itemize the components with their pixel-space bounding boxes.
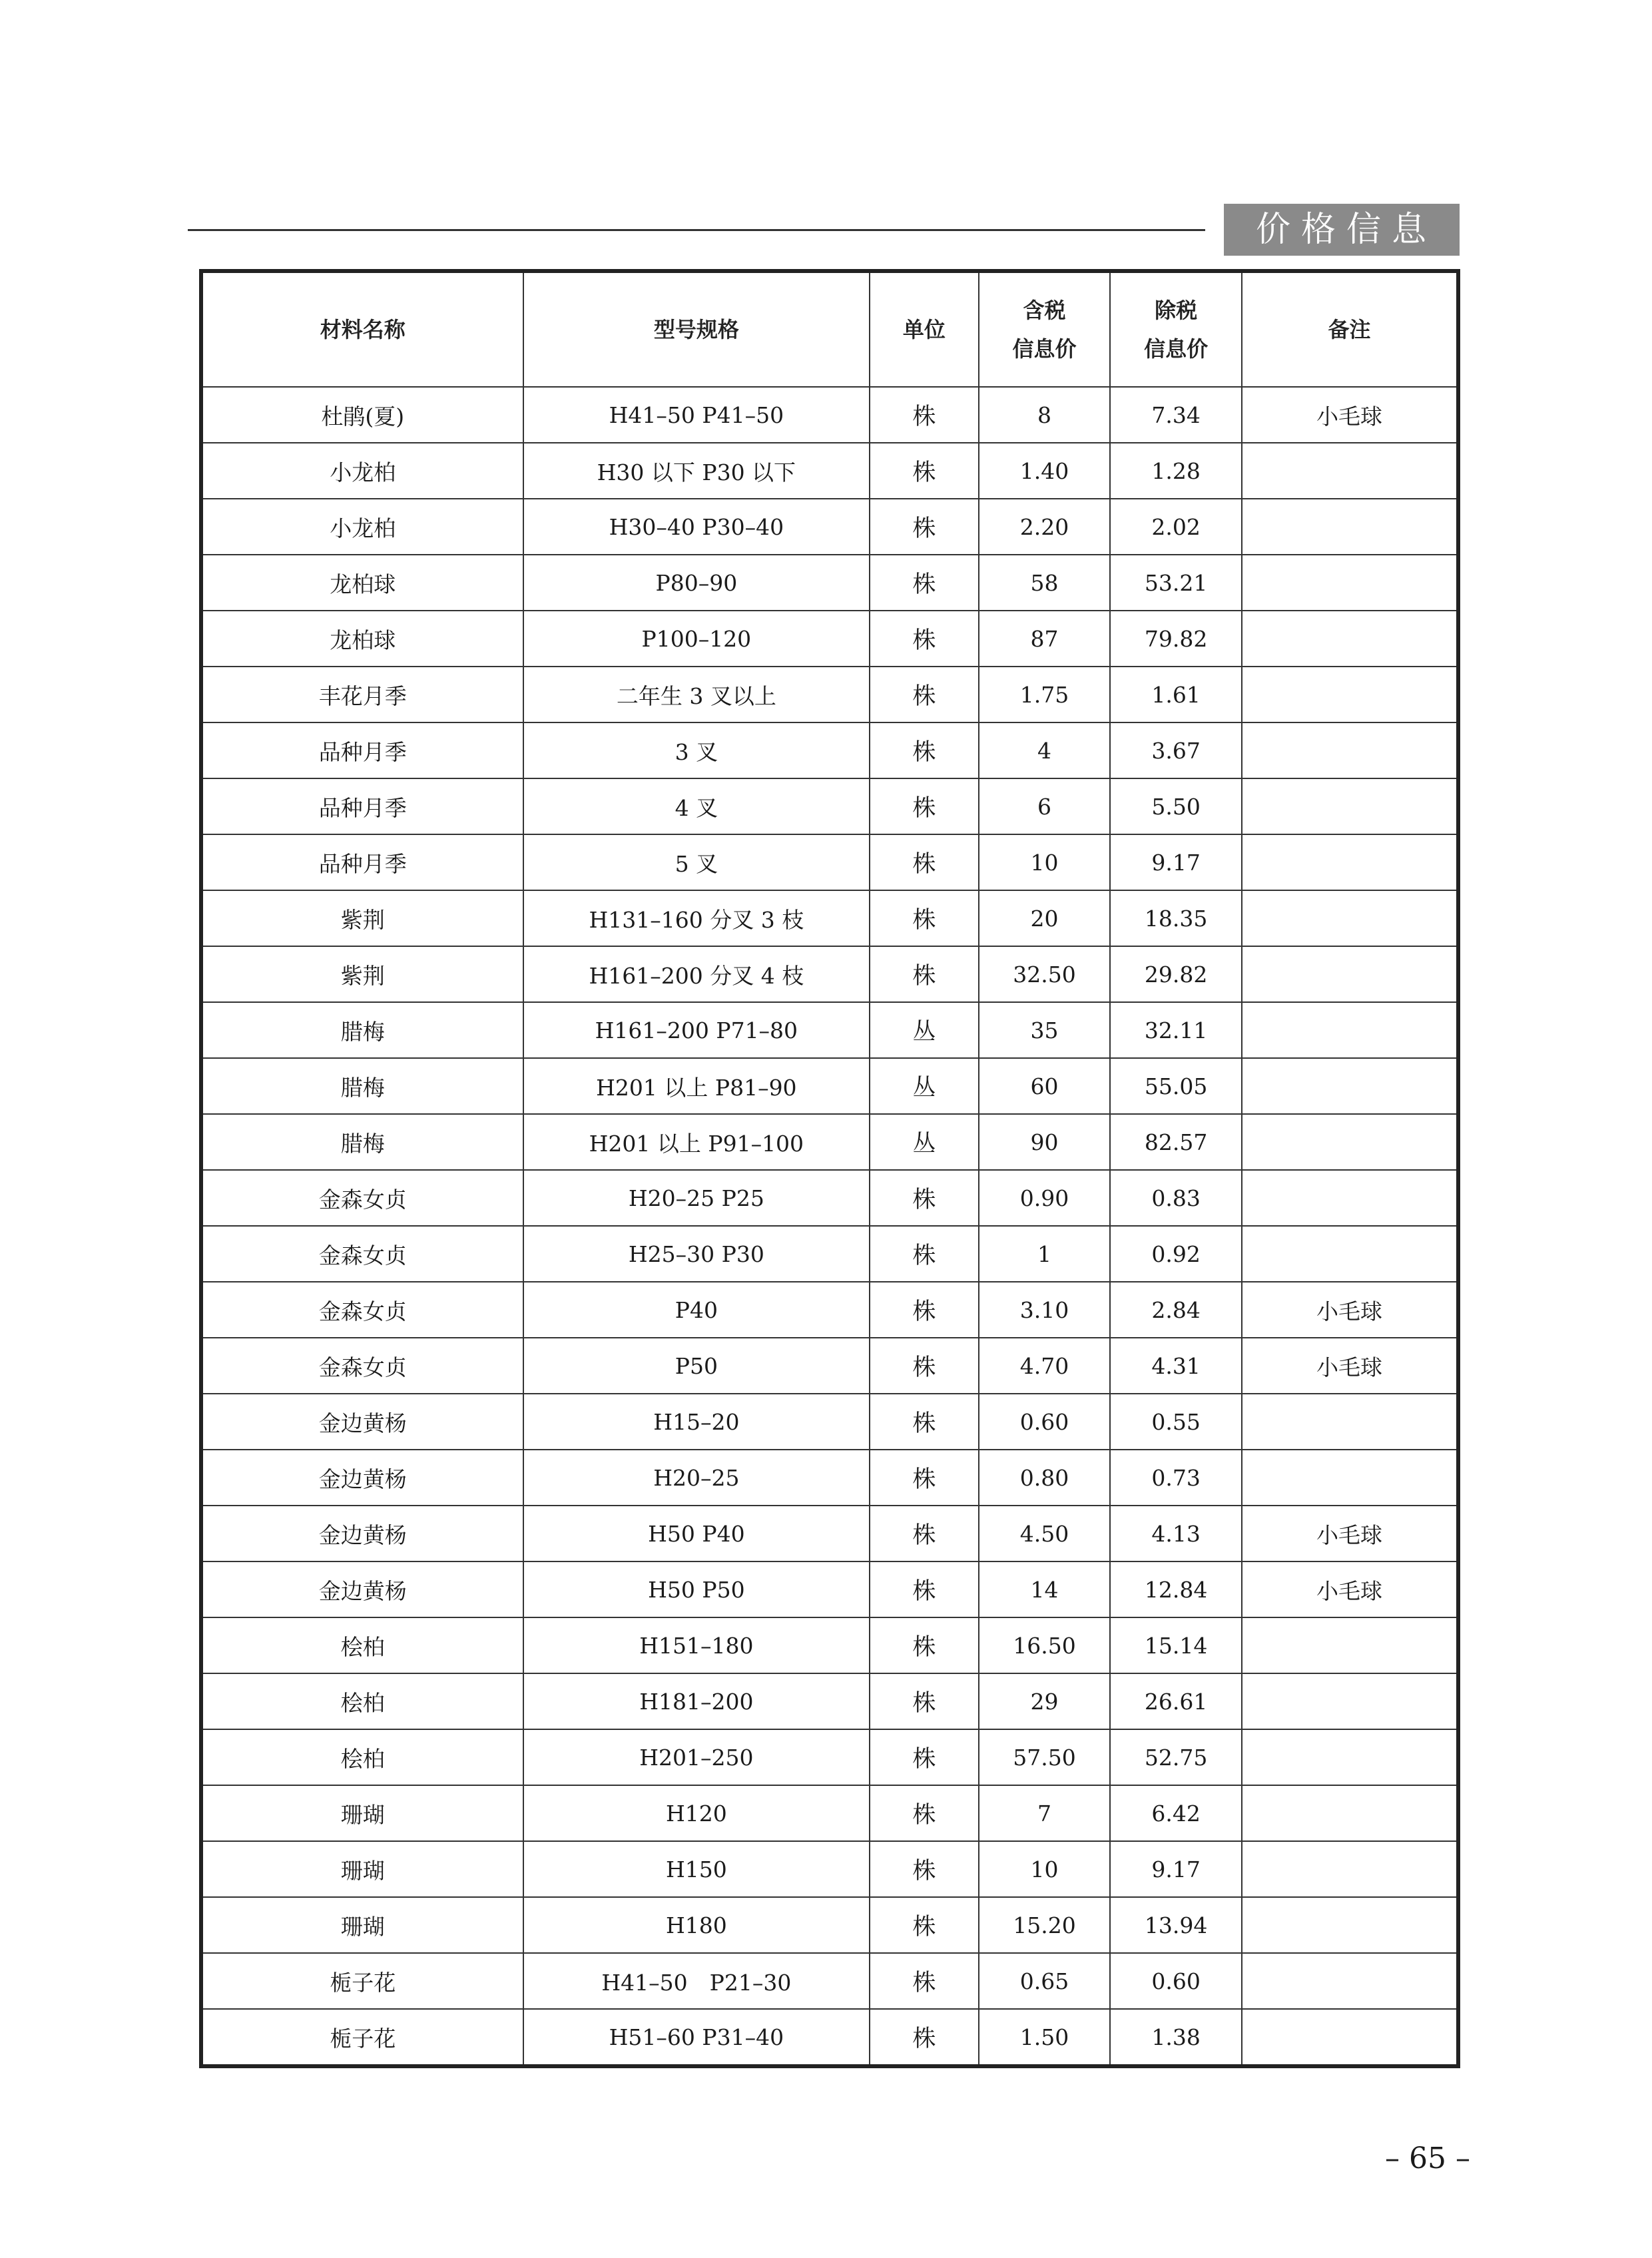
table-row — [201, 2009, 1458, 2066]
cell-material-name: 金森女贞 — [201, 1338, 523, 1394]
cell-price-tax-included: 1.40 — [979, 443, 1111, 499]
cell-price-tax-excluded: 7.34 — [1110, 387, 1242, 443]
cell-price-tax-included: 20 — [979, 890, 1111, 946]
cell-unit: 株 — [870, 1282, 979, 1338]
table-row — [201, 1282, 1458, 1338]
cell-price-tax-included: 0.90 — [979, 1170, 1111, 1226]
cell-price-tax-excluded: 1.61 — [1110, 667, 1242, 722]
table-row — [201, 1729, 1458, 1785]
cell-remark — [1242, 611, 1458, 667]
cell-unit: 丛 — [870, 1002, 979, 1058]
table-body — [201, 387, 1458, 2066]
cell-spec: H30–40 P30–40 — [523, 499, 870, 555]
column-header-spec: 型号规格 — [523, 271, 870, 387]
cell-material-name: 栀子花 — [201, 2009, 523, 2066]
cell-price-tax-excluded: 82.57 — [1110, 1114, 1242, 1170]
cell-price-tax-included: 4.70 — [979, 1338, 1111, 1394]
cell-remark — [1242, 1617, 1458, 1673]
price-table — [199, 269, 1460, 2068]
cell-unit: 株 — [870, 1617, 979, 1673]
cell-price-tax-excluded: 9.17 — [1110, 834, 1242, 890]
table-row — [201, 443, 1458, 499]
cell-spec: H161–200 分叉 4 枝 — [523, 946, 870, 1002]
cell-spec: 3 叉 — [523, 722, 870, 778]
cell-remark — [1242, 555, 1458, 611]
table-row — [201, 387, 1458, 443]
cell-spec: H151–180 — [523, 1617, 870, 1673]
page-number: – 65 – — [1385, 2141, 1470, 2175]
cell-price-tax-excluded: 4.13 — [1110, 1506, 1242, 1561]
cell-unit: 株 — [870, 946, 979, 1002]
table-row — [201, 1841, 1458, 1897]
table-row — [201, 1897, 1458, 1953]
cell-spec: H51–60 P31–40 — [523, 2009, 870, 2066]
cell-material-name: 珊瑚 — [201, 1897, 523, 1953]
cell-remark — [1242, 1841, 1458, 1897]
table-row — [201, 890, 1458, 946]
cell-price-tax-included: 3.10 — [979, 1282, 1111, 1338]
table-row — [201, 499, 1458, 555]
cell-unit: 丛 — [870, 1114, 979, 1170]
header-rule — [188, 229, 1205, 231]
cell-price-tax-included: 0.80 — [979, 1450, 1111, 1506]
cell-price-tax-included: 2.20 — [979, 499, 1111, 555]
cell-unit: 株 — [870, 778, 979, 834]
cell-remark: 小毛球 — [1242, 1282, 1458, 1338]
cell-spec: H131–160 分叉 3 枝 — [523, 890, 870, 946]
cell-remark — [1242, 834, 1458, 890]
cell-material-name: 龙柏球 — [201, 555, 523, 611]
cell-price-tax-excluded: 18.35 — [1110, 890, 1242, 946]
cell-unit: 株 — [870, 1785, 979, 1841]
cell-remark — [1242, 667, 1458, 722]
cell-price-tax-excluded: 32.11 — [1110, 1002, 1242, 1058]
cell-remark — [1242, 1450, 1458, 1506]
cell-price-tax-excluded: 79.82 — [1110, 611, 1242, 667]
cell-material-name: 腊梅 — [201, 1058, 523, 1114]
cell-price-tax-included: 14 — [979, 1561, 1111, 1617]
cell-remark — [1242, 1226, 1458, 1282]
cell-price-tax-excluded: 52.75 — [1110, 1729, 1242, 1785]
table-row — [201, 1673, 1458, 1729]
cell-spec: H25–30 P30 — [523, 1226, 870, 1282]
cell-unit: 株 — [870, 1897, 979, 1953]
cell-price-tax-included: 6 — [979, 778, 1111, 834]
cell-price-tax-excluded: 0.92 — [1110, 1226, 1242, 1282]
cell-unit: 株 — [870, 555, 979, 611]
cell-price-tax-included: 15.20 — [979, 1897, 1111, 1953]
cell-remark: 小毛球 — [1242, 387, 1458, 443]
cell-unit: 株 — [870, 1561, 979, 1617]
cell-remark — [1242, 890, 1458, 946]
cell-remark — [1242, 1953, 1458, 2009]
cell-material-name: 小龙柏 — [201, 443, 523, 499]
cell-material-name: 紫荆 — [201, 890, 523, 946]
cell-remark — [1242, 1785, 1458, 1841]
table-row — [201, 1338, 1458, 1394]
cell-unit: 株 — [870, 1841, 979, 1897]
cell-price-tax-excluded: 2.02 — [1110, 499, 1242, 555]
cell-remark — [1242, 1114, 1458, 1170]
column-header-name: 材料名称 — [201, 271, 523, 387]
cell-spec: H201 以上 P91–100 — [523, 1114, 870, 1170]
cell-material-name: 金森女贞 — [201, 1282, 523, 1338]
cell-material-name: 丰花月季 — [201, 667, 523, 722]
cell-price-tax-included: 1 — [979, 1226, 1111, 1282]
cell-remark — [1242, 722, 1458, 778]
cell-material-name: 金森女贞 — [201, 1226, 523, 1282]
table-row — [201, 1506, 1458, 1561]
table-row — [201, 1953, 1458, 2009]
table-row — [201, 1617, 1458, 1673]
cell-unit: 株 — [870, 1673, 979, 1729]
cell-material-name: 金森女贞 — [201, 1170, 523, 1226]
table-row — [201, 667, 1458, 722]
table-row — [201, 611, 1458, 667]
table-row — [201, 1450, 1458, 1506]
cell-price-tax-excluded: 0.55 — [1110, 1394, 1242, 1450]
cell-unit: 株 — [870, 1953, 979, 2009]
cell-material-name: 桧柏 — [201, 1673, 523, 1729]
cell-remark — [1242, 1897, 1458, 1953]
cell-price-tax-excluded: 0.73 — [1110, 1450, 1242, 1506]
cell-price-tax-excluded: 13.94 — [1110, 1897, 1242, 1953]
cell-material-name: 桧柏 — [201, 1729, 523, 1785]
cell-price-tax-included: 10 — [979, 834, 1111, 890]
cell-spec: H30 以下 P30 以下 — [523, 443, 870, 499]
cell-unit: 株 — [870, 387, 979, 443]
cell-remark: 小毛球 — [1242, 1561, 1458, 1617]
cell-material-name: 金边黄杨 — [201, 1561, 523, 1617]
cell-material-name: 金边黄杨 — [201, 1506, 523, 1561]
cell-price-tax-excluded: 29.82 — [1110, 946, 1242, 1002]
cell-spec: H20–25 P25 — [523, 1170, 870, 1226]
cell-price-tax-excluded: 0.83 — [1110, 1170, 1242, 1226]
cell-spec: P100–120 — [523, 611, 870, 667]
cell-price-tax-excluded: 15.14 — [1110, 1617, 1242, 1673]
cell-spec: H41–50 P21–30 — [523, 1953, 870, 2009]
column-header-unit: 单位 — [870, 271, 979, 387]
column-header-price-tax-included — [979, 271, 1111, 387]
cell-remark — [1242, 1673, 1458, 1729]
cell-spec: 5 叉 — [523, 834, 870, 890]
column-header-price-tax-included-line2: 信息价 — [1012, 336, 1077, 362]
cell-unit: 株 — [870, 443, 979, 499]
cell-spec: H15–20 — [523, 1394, 870, 1450]
cell-price-tax-included: 87 — [979, 611, 1111, 667]
cell-remark: 小毛球 — [1242, 1506, 1458, 1561]
column-header-price-tax-excluded-line2: 信息价 — [1144, 336, 1209, 362]
cell-remark — [1242, 443, 1458, 499]
cell-spec: P40 — [523, 1282, 870, 1338]
cell-unit: 株 — [870, 1729, 979, 1785]
column-header-price-tax-included-line1: 含税 — [1023, 298, 1066, 323]
cell-material-name: 小龙柏 — [201, 499, 523, 555]
cell-price-tax-excluded: 26.61 — [1110, 1673, 1242, 1729]
cell-unit: 株 — [870, 1170, 979, 1226]
cell-spec: H20–25 — [523, 1450, 870, 1506]
cell-spec: P50 — [523, 1338, 870, 1394]
cell-remark — [1242, 1394, 1458, 1450]
table-row — [201, 1226, 1458, 1282]
table-row — [201, 1394, 1458, 1450]
table-row — [201, 1058, 1458, 1114]
cell-price-tax-included: 90 — [979, 1114, 1111, 1170]
cell-spec: P80–90 — [523, 555, 870, 611]
cell-price-tax-included: 32.50 — [979, 946, 1111, 1002]
section-title-tab: 价格信息 — [1224, 204, 1460, 256]
cell-unit: 株 — [870, 890, 979, 946]
cell-price-tax-excluded: 12.84 — [1110, 1561, 1242, 1617]
cell-unit: 株 — [870, 1226, 979, 1282]
cell-price-tax-included: 4.50 — [979, 1506, 1111, 1561]
cell-material-name: 腊梅 — [201, 1114, 523, 1170]
cell-price-tax-included: 10 — [979, 1841, 1111, 1897]
cell-remark — [1242, 2009, 1458, 2066]
cell-remark — [1242, 499, 1458, 555]
cell-material-name: 金边黄杨 — [201, 1450, 523, 1506]
table-row — [201, 1561, 1458, 1617]
cell-price-tax-included: 0.65 — [979, 1953, 1111, 2009]
cell-price-tax-excluded: 53.21 — [1110, 555, 1242, 611]
cell-spec: H201 以上 P81–90 — [523, 1058, 870, 1114]
cell-price-tax-excluded: 6.42 — [1110, 1785, 1242, 1841]
cell-material-name: 珊瑚 — [201, 1785, 523, 1841]
table-row — [201, 778, 1458, 834]
cell-remark — [1242, 1729, 1458, 1785]
cell-spec: H150 — [523, 1841, 870, 1897]
cell-unit: 株 — [870, 667, 979, 722]
column-header-price-tax-excluded — [1110, 271, 1242, 387]
cell-spec: H41–50 P41–50 — [523, 387, 870, 443]
cell-price-tax-excluded: 55.05 — [1110, 1058, 1242, 1114]
table-row — [201, 1170, 1458, 1226]
cell-price-tax-included: 29 — [979, 1673, 1111, 1729]
cell-unit: 株 — [870, 611, 979, 667]
cell-remark: 小毛球 — [1242, 1338, 1458, 1394]
cell-material-name: 紫荆 — [201, 946, 523, 1002]
cell-price-tax-excluded: 3.67 — [1110, 722, 1242, 778]
cell-price-tax-included: 1.75 — [979, 667, 1111, 722]
cell-spec: H161–200 P71–80 — [523, 1002, 870, 1058]
cell-material-name: 珊瑚 — [201, 1841, 523, 1897]
cell-unit: 丛 — [870, 1058, 979, 1114]
cell-price-tax-included: 7 — [979, 1785, 1111, 1841]
cell-price-tax-included: 8 — [979, 387, 1111, 443]
table-row — [201, 722, 1458, 778]
cell-price-tax-excluded: 9.17 — [1110, 1841, 1242, 1897]
cell-unit: 株 — [870, 1506, 979, 1561]
cell-price-tax-excluded: 1.28 — [1110, 443, 1242, 499]
cell-price-tax-included: 4 — [979, 722, 1111, 778]
cell-material-name: 腊梅 — [201, 1002, 523, 1058]
cell-material-name: 杜鹃(夏) — [201, 387, 523, 443]
cell-unit: 株 — [870, 1450, 979, 1506]
cell-remark — [1242, 946, 1458, 1002]
cell-unit: 株 — [870, 722, 979, 778]
cell-remark — [1242, 1058, 1458, 1114]
cell-price-tax-excluded: 0.60 — [1110, 1953, 1242, 2009]
cell-spec: 二年生 3 叉以上 — [523, 667, 870, 722]
cell-price-tax-excluded: 5.50 — [1110, 778, 1242, 834]
cell-material-name: 品种月季 — [201, 722, 523, 778]
cell-material-name: 金边黄杨 — [201, 1394, 523, 1450]
cell-unit: 株 — [870, 1338, 979, 1394]
cell-price-tax-excluded: 2.84 — [1110, 1282, 1242, 1338]
cell-spec: H181–200 — [523, 1673, 870, 1729]
cell-material-name: 栀子花 — [201, 1953, 523, 2009]
cell-price-tax-included: 60 — [979, 1058, 1111, 1114]
cell-unit: 株 — [870, 2009, 979, 2066]
cell-spec: H201–250 — [523, 1729, 870, 1785]
cell-spec: H180 — [523, 1897, 870, 1953]
cell-price-tax-excluded: 1.38 — [1110, 2009, 1242, 2066]
cell-material-name: 品种月季 — [201, 834, 523, 890]
cell-spec: 4 叉 — [523, 778, 870, 834]
table-header-row — [201, 271, 1458, 387]
cell-price-tax-included: 1.50 — [979, 2009, 1111, 2066]
cell-unit: 株 — [870, 834, 979, 890]
cell-unit: 株 — [870, 1394, 979, 1450]
cell-price-tax-included: 0.60 — [979, 1394, 1111, 1450]
cell-price-tax-included: 57.50 — [979, 1729, 1111, 1785]
table-row — [201, 555, 1458, 611]
column-header-remark: 备注 — [1242, 271, 1458, 387]
cell-material-name: 桧柏 — [201, 1617, 523, 1673]
cell-unit: 株 — [870, 499, 979, 555]
cell-remark — [1242, 1170, 1458, 1226]
cell-price-tax-included: 35 — [979, 1002, 1111, 1058]
table-row — [201, 1114, 1458, 1170]
table-row — [201, 1002, 1458, 1058]
cell-spec: H50 P40 — [523, 1506, 870, 1561]
cell-price-tax-included: 58 — [979, 555, 1111, 611]
table-row — [201, 946, 1458, 1002]
table-row — [201, 1785, 1458, 1841]
table-row — [201, 834, 1458, 890]
cell-remark — [1242, 1002, 1458, 1058]
cell-material-name: 品种月季 — [201, 778, 523, 834]
cell-price-tax-included: 16.50 — [979, 1617, 1111, 1673]
cell-remark — [1242, 778, 1458, 834]
column-header-price-tax-excluded-line1: 除税 — [1155, 298, 1198, 323]
cell-material-name: 龙柏球 — [201, 611, 523, 667]
cell-spec: H120 — [523, 1785, 870, 1841]
cell-spec: H50 P50 — [523, 1561, 870, 1617]
cell-price-tax-excluded: 4.31 — [1110, 1338, 1242, 1394]
